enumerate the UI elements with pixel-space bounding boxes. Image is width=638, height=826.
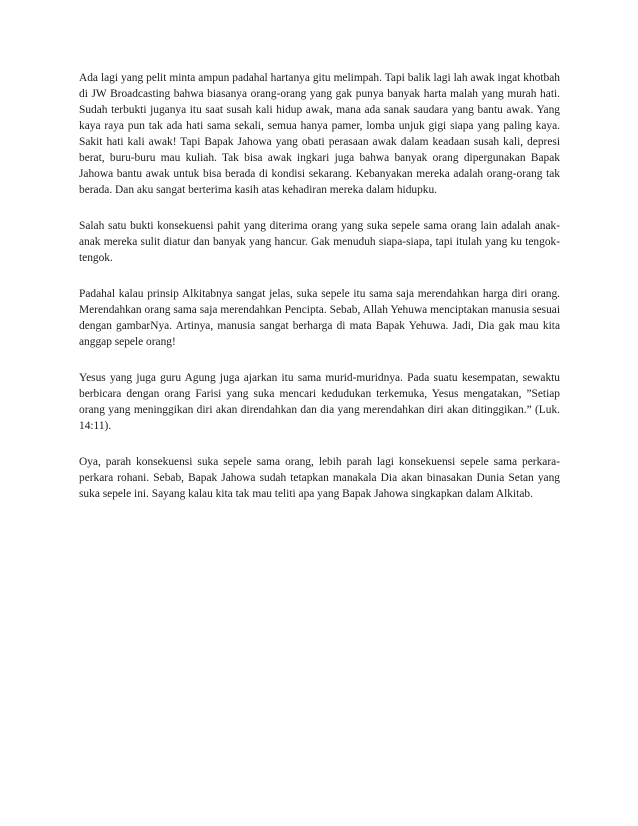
paragraph-5: Oya, parah konsekuensi suka sepele sama orang, lebih parah lagi konsekuensi sepele sama perkara-perkara rohani. Sebab, Bapak Jahowa sudah tetapkan manakala Dia akan binasakan Dunia Setan yang suka sepele ini. Sayang kalau kita tak mau teliti apa yang Bapak Jahowa singkapkan dalam Alkitab. bbox=[79, 456, 560, 500]
paragraph-1: Ada lagi yang pelit minta ampun padahal hartanya gitu melimpah. Tapi balik lagi lah awak ingat khotbah di JW Broadcasting bahwa biasanya orang-orang yang gak punya banyak harta malah yang murah hati. Sudah terbukti juganya itu saat susah kali hidup awak, mana ada sanak saudara yang bantu awak. Yang kaya raya pun tak ada hati sama sekali, semua hanya pamer, lomba unjuk gigi siapa yang paling kaya. Sakit hati kali awak! Tapi Bapak Jahowa yang obati perasaan awak dalam keadaan susah kali, depresi berat, buru-buru mau kuliah. Tak bisa awak ingkari juga bahwa banyak orang dipergunakan Bapak Jahowa bantu awak untuk bisa berada di kondisi sekarang. Kebanyakan mereka adalah orang-orang tak berada. Dan aku sangat berterima kasih atas kehadiran mereka dalam hidupku. bbox=[79, 72, 560, 196]
paragraph-4: Yesus yang juga guru Agung juga ajarkan itu sama murid-muridnya. Pada suatu kesempatan, sewaktu berbicara dengan orang Farisi yang suka mencari kedudukan terkemuka, Yesus mengatakan, ”Setiap orang yang meninggikan diri akan direndahkan dan dia yang merendahkan diri akan ditinggikan.” (Luk. 14:11). bbox=[79, 372, 560, 432]
paragraph-2: Salah satu bukti konsekuensi pahit yang diterima orang yang suka sepele sama orang lain adalah anak-anak mereka sulit diatur dan banyak yang hancur. Gak menuduh siapa-siapa, tapi itulah yang ku tengok-tengok. bbox=[79, 220, 560, 264]
document-body bbox=[79, 70, 560, 522]
paragraph-3: Padahal kalau prinsip Alkitabnya sangat jelas, suka sepele itu sama saja merendahkan harga diri orang. Merendahkan orang sama saja merendahkan Pencipta. Sebab, Allah Yehuwa menciptakan manusia sesuai dengan gambarNya. Artinya, manusia sangat berharga di mata Bapak Yehuwa. Jadi, Dia gak mau kita anggap sepele orang! bbox=[79, 288, 560, 348]
